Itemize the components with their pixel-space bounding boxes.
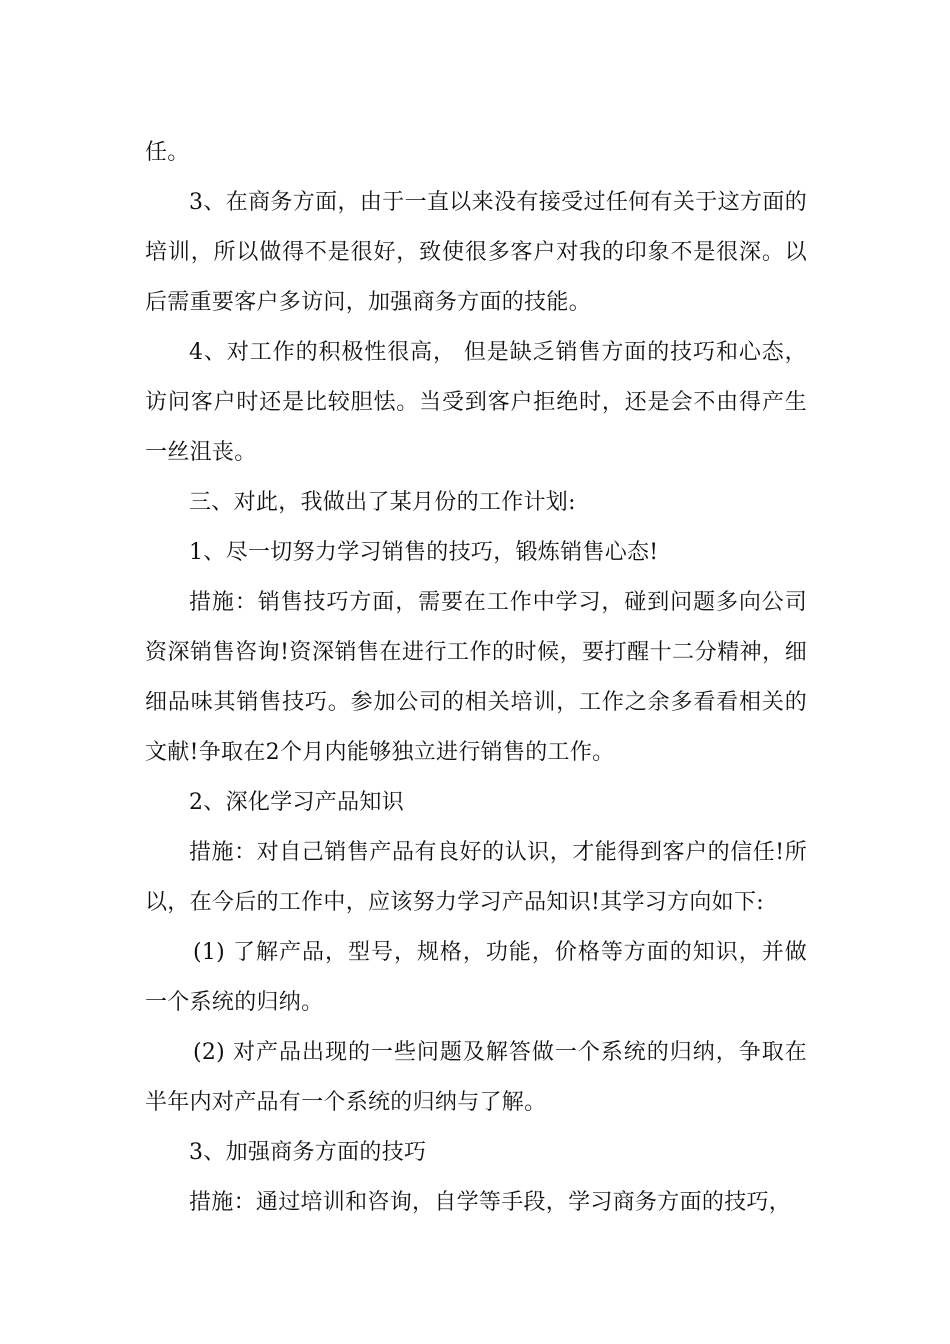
plan-item-2-sub-2: (2) 对产品出现的一些问题及解答做一个系统的归纳，争取在半年内对产品有一个系统的归纳与了解。 <box>145 1040 807 1115</box>
paragraph-continuation: 任。 <box>145 140 190 165</box>
plan-item-3-heading: 3、加强商务方面的技巧 <box>189 1140 427 1165</box>
paragraph-item-3-business: 3、在商务方面，由于一直以来没有接受过任何有关于这方面的培训，所以做得不是很好，致使很多客户对我的印象不是很深。以后需重要客户多访问，加强商务方面的技能。 <box>145 190 807 315</box>
plan-item-1-heading: 1、尽一切努力学习销售的技巧，锻炼销售心态! <box>189 540 659 565</box>
plan-item-2-measures: 措施：对自己销售产品有良好的认识，才能得到客户的信任!所以，在今后的工作中，应该努力学习产品知识!其学习方向如下: <box>145 840 807 915</box>
document-body <box>145 128 807 1228</box>
plan-item-1-measures: 措施：销售技巧方面，需要在工作中学习，碰到问题多向公司资深销售咨询!资深销售在进行工作的时候，要打醒十二分精神，细细品味其销售技巧。参加公司的相关培训，工作之余多看看相关的文献!争取在2个月内能够独立进行销售的工作。 <box>145 590 807 765</box>
plan-item-3-measures: 措施：通过培训和咨询，自学等手段，学习商务方面的技巧， <box>189 1190 792 1215</box>
plan-item-2-heading: 2、深化学习产品知识 <box>189 790 404 815</box>
section-heading-work-plan: 三、对此，我做出了某月份的工作计划: <box>189 490 576 515</box>
plan-item-2-sub-1: (1) 了解产品，型号，规格，功能，价格等方面的知识，并做一个系统的归纳。 <box>145 940 807 1015</box>
paragraph-item-4-enthusiasm: 4、对工作的积极性很高， 但是缺乏销售方面的技巧和心态，访问客户时还是比较胆怯。当受到客户拒绝时，还是会不由得产生一丝沮丧。 <box>145 340 807 465</box>
